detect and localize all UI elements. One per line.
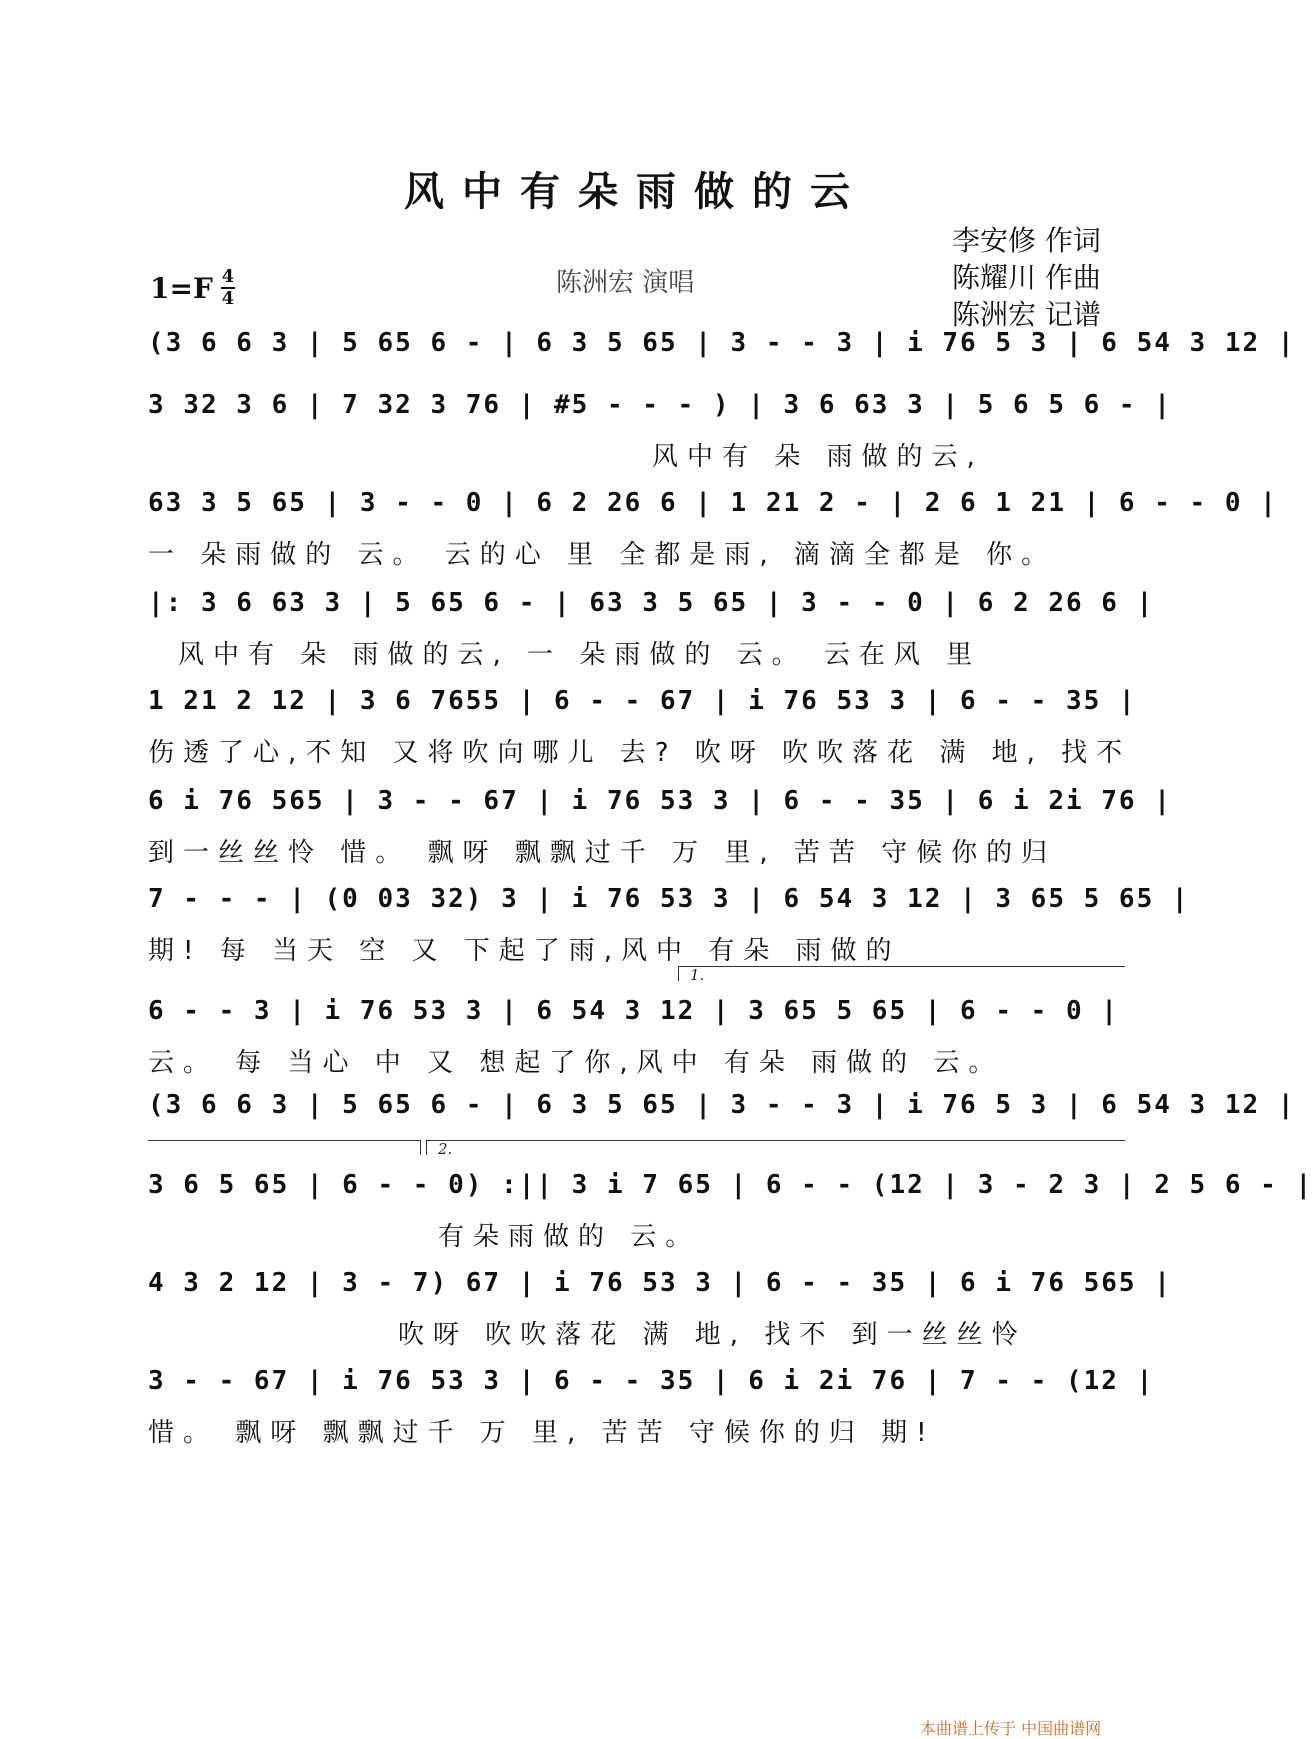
time-signature-bottom: 4 xyxy=(221,288,235,309)
singer-credit: 陈洲宏 演唱 xyxy=(556,268,695,298)
first-ending-label: 1. xyxy=(690,966,705,984)
notation-line: 4 3 2 12 | 3 - 7) 67 | i 76 53 3 | 6 - - 35 | 6 i 76 565 | xyxy=(148,1268,1172,1298)
time-signature-top: 4 xyxy=(221,266,235,287)
second-ending-bracket xyxy=(426,1140,1125,1155)
notation-line: (3 6 6 3 | 5 65 6 - | 6 3 5 65 | 3 - - 3 | i 76 5 3 | 6 54 3 12 | xyxy=(148,328,1296,358)
credits-block xyxy=(952,222,1101,333)
notation-line: 3 32 3 6 | 7 32 3 76 | #5 - - - ) | 3 6 63 3 | 5 6 5 6 - | xyxy=(148,390,1172,420)
notation-line: 3 6 5 65 | 6 - - 0) :|| 3 i 7 65 | 6 - - (12 | 3 - 2 3 | 2 5 6 - | xyxy=(148,1170,1313,1200)
lyrics-line: 风中有 朵 雨做的云, xyxy=(652,442,984,472)
score-row-12 xyxy=(148,1366,1155,1486)
notation-line: 6 - - 3 | i 76 53 3 | 6 54 3 12 | 3 65 5 65 | 6 - - 0 | xyxy=(148,996,1119,1026)
score-row-7 xyxy=(148,884,1190,1004)
key-label: 1=F xyxy=(150,271,213,305)
notation-line: 6 i 76 565 | 3 - - 67 | i 76 53 3 | 6 - - 35 | 6 i 2i 76 | xyxy=(148,786,1172,816)
lyrics-line: 到一丝丝怜 惜。 飘呀 飘飘过千 万 里, 苦苦 守候你的归 xyxy=(148,838,1057,868)
notation-line: |: 3 6 63 3 | 5 65 6 - | 63 3 5 65 | 3 - - 0 | 6 2 26 6 | xyxy=(148,588,1155,618)
composer-credit: 陈耀川 作曲 xyxy=(952,261,1101,294)
lyrics-line: 伤透了心,不知 又将吹向哪儿 去? 吹呀 吹吹落花 满 地, 找不 xyxy=(148,738,1132,768)
page-title: 风中有朵雨做的云 xyxy=(404,168,868,215)
lyrics-line: 有朵雨做的 云。 xyxy=(438,1222,701,1252)
first-ending-bracket xyxy=(678,966,1125,981)
lyrics-line: 期! 每 当天 空 又 下起了雨,风中 有朵 雨做的 xyxy=(148,936,901,966)
watermark: 本曲谱上传于 中国曲谱网 xyxy=(920,1719,1102,1738)
lyrics-line: 吹呀 吹吹落花 满 地, 找不 到一丝丝怜 xyxy=(398,1320,1027,1350)
lyrics-line: 云。 每 当心 中 又 想起了你,风中 有朵 雨做的 云。 xyxy=(148,1048,1004,1078)
transcriber-credit: 陈洲宏 记谱 xyxy=(952,298,1101,331)
notation-line: (3 6 6 3 | 5 65 6 - | 6 3 5 65 | 3 - - 3 | i 76 5 3 | 6 54 3 12 | xyxy=(148,1090,1296,1120)
lyrics-line: 一 朵雨做的 云。 云的心 里 全都是雨, 滴滴全都是 你。 xyxy=(148,540,1057,570)
notation-line: 7 - - - | (0 03 32) 3 | i 76 53 3 | 6 54 3 12 | 3 65 5 65 | xyxy=(148,884,1190,914)
lyrics-line: 惜。 飘呀 飘飘过千 万 里, 苦苦 守候你的归 期! xyxy=(148,1418,936,1448)
key-signature xyxy=(150,268,235,308)
second-ending-label: 2. xyxy=(438,1140,453,1158)
notation-line: 3 - - 67 | i 76 53 3 | 6 - - 35 | 6 i 2i 76 | 7 - - (12 | xyxy=(148,1366,1155,1396)
time-signature xyxy=(221,268,235,308)
lyricist-credit: 李安修 作词 xyxy=(952,224,1101,257)
first-ending-bracket-end xyxy=(148,1140,421,1155)
notation-line: 63 3 5 65 | 3 - - 0 | 6 2 26 6 | 1 21 2 - | 2 6 1 21 | 6 - - 0 | xyxy=(148,488,1278,518)
lyrics-line: 风中有 朵 雨做的云, 一 朵雨做的 云。 云在风 里 xyxy=(178,640,982,670)
notation-line: 1 21 2 12 | 3 6 7655 | 6 - - 67 | i 76 53 3 | 6 - - 35 | xyxy=(148,686,1137,716)
